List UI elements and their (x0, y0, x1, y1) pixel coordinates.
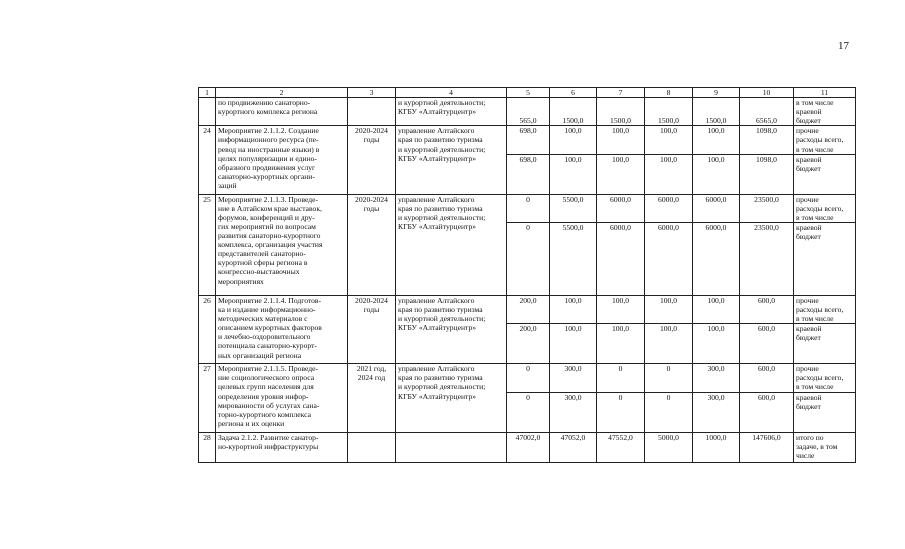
amount-budget-cell: 6000,0 (597, 222, 645, 295)
amount-total-cell: 6000,0 (693, 194, 740, 222)
row-number: 27 (199, 364, 216, 432)
amount-budget-cell: 698,0 (507, 154, 550, 194)
amount-total-cell: 100,0 (693, 126, 740, 154)
row-number: 24 (199, 126, 216, 194)
amount-budget-cell: 0 (507, 222, 550, 295)
amount-total-cell: 0 (645, 364, 693, 392)
column-number: 5 (507, 88, 550, 98)
amount-cell: 6565,0 (740, 98, 794, 126)
continuation-row (199, 98, 856, 126)
amount-budget-cell: 300,0 (693, 392, 740, 432)
amount-cell: 565,0 (507, 98, 550, 126)
executor: управление Алтайского края по развитию туризма и курортной деятельности; КГБУ «Алтайтурцентр» (396, 295, 507, 363)
amount-total-cell: 300,0 (550, 364, 597, 392)
column-number: 10 (740, 88, 794, 98)
amount-budget-cell: 6000,0 (693, 222, 740, 295)
task-amount-cell: 5000,0 (645, 432, 693, 462)
amount-budget-cell: 100,0 (550, 324, 597, 364)
amount-budget-cell: 100,0 (550, 154, 597, 194)
activity-name: Мероприятие 2.1.1.5. Проведе- ние социологического опроса целевых групп населения для определения уровня инфор- мированности об услугах сана- торно-курортного комплекса региона и их оценки (216, 364, 348, 432)
amount-total-cell: 0 (597, 364, 645, 392)
executor: управление Алтайского края по развитию туризма и курортной деятельности; КГБУ «Алтайтурцентр» (396, 126, 507, 194)
executor (396, 432, 507, 462)
amount-total-cell: 5500,0 (550, 194, 597, 222)
amount-total-cell: 200,0 (507, 295, 550, 323)
amount-budget-cell: 100,0 (645, 324, 693, 364)
amount-total-cell: 6000,0 (597, 194, 645, 222)
executor: управление Алтайского края по развитию туризма и курортной деятельности; КГБУ «Алтайтурцентр» (396, 194, 507, 295)
funding-source-budget: краевой бюджет (796, 107, 822, 126)
funding-source-budget: краевой бюджет (794, 154, 856, 194)
funding-source-budget: краевой бюджет (794, 392, 856, 432)
row-number: 26 (199, 295, 216, 363)
amount-cell: 1500,0 (645, 98, 693, 126)
period: 2020-2024 годы (348, 295, 396, 363)
executor: управление Алтайского края по развитию туризма и курортной деятельности; КГБУ «Алтайтурцентр» (396, 364, 507, 432)
activity-row-total (199, 126, 856, 154)
column-number: 7 (597, 88, 645, 98)
amount-budget-cell: 100,0 (597, 324, 645, 364)
task-name: Задача 2.1.2. Развитие санатор- но-курортной инфраструктуры (216, 432, 348, 462)
task-amount-cell: 47052,0 (550, 432, 597, 462)
funding-source: итого по задаче, в том числе (794, 432, 856, 462)
column-number: 8 (645, 88, 693, 98)
activity-row-total (199, 194, 856, 222)
amount-budget-cell: 100,0 (645, 154, 693, 194)
period: 2020-2024 годы (348, 126, 396, 194)
amount-budget-cell: 0 (645, 392, 693, 432)
funding-source-total: в том числе (796, 98, 834, 108)
amount-total-cell: 100,0 (645, 126, 693, 154)
amount-budget-cell: 5500,0 (550, 222, 597, 295)
funding-source-total: прочие расходы всего, в том числе (794, 126, 856, 154)
activity-name: Мероприятие 2.1.1.4. Подготов- ка и издание информационно- методических материалов с описанием курортных факторов и лечебно-оздоровительного потенциала санаторно-курорт- ных организаций региона (216, 295, 348, 363)
amount-total-cell: 23500,0 (740, 194, 794, 222)
period (348, 432, 396, 462)
row-number: 25 (199, 194, 216, 295)
period (348, 98, 396, 126)
amount-cell: 1500,0 (597, 98, 645, 126)
column-number: 6 (550, 88, 597, 98)
period: 2020-2024 годы (348, 194, 396, 295)
column-number: 9 (693, 88, 740, 98)
program-table (198, 87, 856, 463)
task-total-row (199, 432, 856, 462)
amount-total-cell: 300,0 (693, 364, 740, 392)
amount-total-cell: 6000,0 (645, 194, 693, 222)
amount-total-cell: 0 (507, 364, 550, 392)
funding-source-budget: краевой бюджет (794, 222, 856, 295)
amount-budget-cell: 200,0 (507, 324, 550, 364)
amount-total-cell: 100,0 (597, 295, 645, 323)
funding-source (794, 98, 856, 126)
amount-total-cell: 100,0 (550, 295, 597, 323)
task-amount-cell: 47552,0 (597, 432, 645, 462)
funding-source-total: прочие расходы всего, в том числе (794, 364, 856, 392)
activity-name: Мероприятие 2.1.1.2. Создание информационного ресурса (пе- ревод на иностранные языки) в целях популяризации и едино- образного продвижения услуг санаторно-курортных органи- заций (216, 126, 348, 194)
amount-budget-cell: 100,0 (597, 154, 645, 194)
amount-budget-cell: 6000,0 (645, 222, 693, 295)
amount-budget-cell: 0 (597, 392, 645, 432)
funding-source-total: прочие расходы всего, в том числе (794, 194, 856, 222)
amount-budget-cell: 100,0 (693, 324, 740, 364)
period: 2021 год, 2024 год (348, 364, 396, 432)
activity-name: Мероприятие 2.1.1.3. Проведе- ние в Алтайском крае выставок, форумов, конференций и дру- гих мероприятий по вопросам развития санаторно-курортного комплекса, организация участия представителей санаторно- курортной сферы региона в конгрессно-выставочных мероприятиях (216, 194, 348, 295)
amount-total-cell: 698,0 (507, 126, 550, 154)
amount-cell: 1500,0 (550, 98, 597, 126)
amount-total-cell: 600,0 (740, 295, 794, 323)
amount-budget-cell: 0 (507, 392, 550, 432)
amount-total-cell: 600,0 (740, 364, 794, 392)
column-numbers-row (199, 88, 856, 98)
activity-row-total (199, 295, 856, 323)
column-number: 11 (794, 88, 856, 98)
task-amount-cell: 47002,0 (507, 432, 550, 462)
column-number: 2 (216, 88, 348, 98)
amount-total-cell: 100,0 (645, 295, 693, 323)
activity-name: по продвижению санаторно- курортного комплекса региона (216, 98, 348, 126)
column-number: 3 (348, 88, 396, 98)
executor: и курортной деятельности; КГБУ «Алтайтурцентр» (396, 98, 507, 126)
row-number (199, 98, 216, 126)
amount-total-cell: 100,0 (597, 126, 645, 154)
task-amount-cell: 147606,0 (740, 432, 794, 462)
amount-budget-cell: 600,0 (740, 324, 794, 364)
amount-total-cell: 100,0 (693, 295, 740, 323)
amount-budget-cell: 1098,0 (740, 154, 794, 194)
task-amount-cell: 1000,0 (693, 432, 740, 462)
amount-total-cell: 0 (507, 194, 550, 222)
funding-source-total: прочие расходы всего, в том числе (794, 295, 856, 323)
amount-budget-cell: 300,0 (550, 392, 597, 432)
amount-cell: 1500,0 (693, 98, 740, 126)
row-number: 28 (199, 432, 216, 462)
funding-source-budget: краевой бюджет (794, 324, 856, 364)
column-number: 4 (396, 88, 507, 98)
amount-budget-cell: 100,0 (693, 154, 740, 194)
page-number: 17 (838, 40, 849, 52)
activity-row-total (199, 364, 856, 392)
amount-total-cell: 1098,0 (740, 126, 794, 154)
amount-budget-cell: 600,0 (740, 392, 794, 432)
amount-budget-cell: 23500,0 (740, 222, 794, 295)
column-number: 1 (199, 88, 216, 98)
amount-total-cell: 100,0 (550, 126, 597, 154)
